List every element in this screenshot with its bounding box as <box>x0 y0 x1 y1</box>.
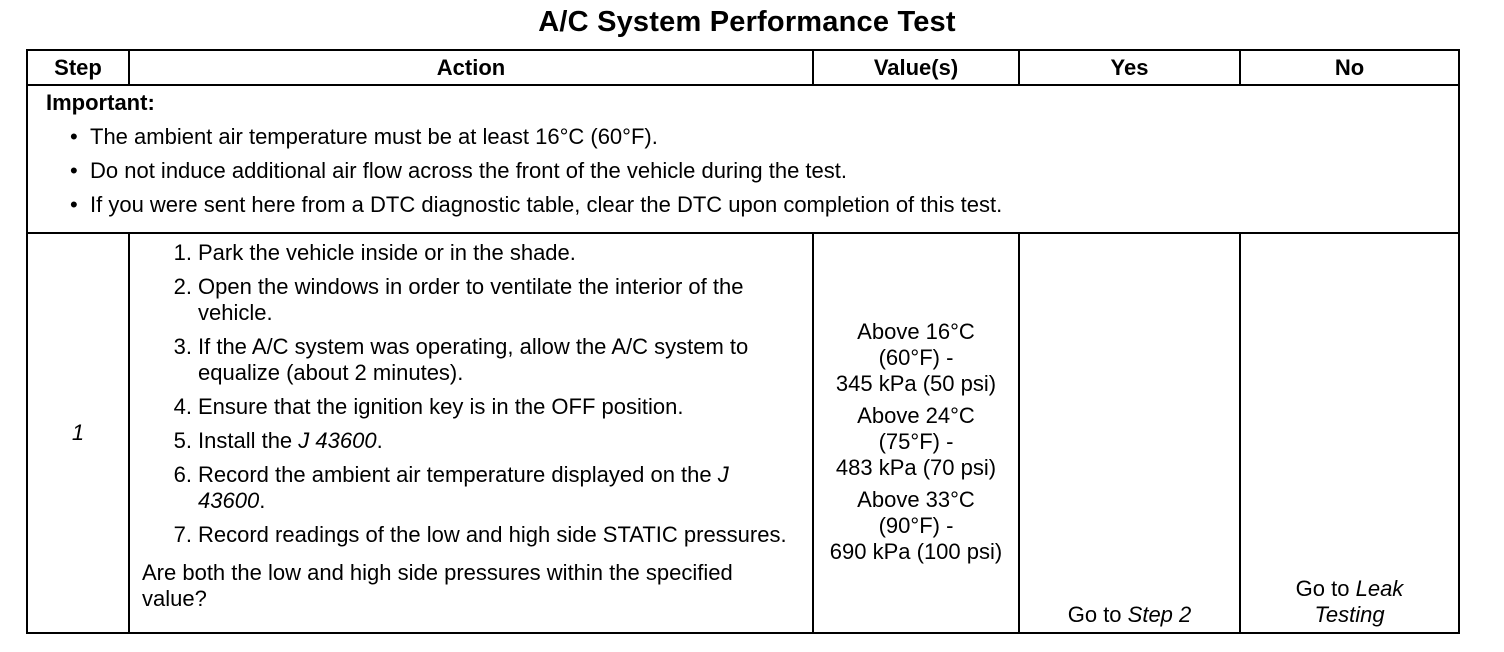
bullet-text: Do not induce additional air flow across the front of the vehicle during the test. <box>90 158 847 183</box>
diagnostic-table <box>26 49 1460 634</box>
step-num: 5. <box>173 428 192 453</box>
list-item <box>68 192 1458 218</box>
no-prefix: Go to <box>1295 576 1356 601</box>
bullet-icon: • <box>70 124 78 149</box>
header-action: Action <box>129 50 813 85</box>
tool-reference[interactable]: J 43600 <box>198 462 729 513</box>
page-title: A/C System Performance Test <box>538 6 956 38</box>
step-text: Park the vehicle inside or in the shade. <box>198 240 576 265</box>
important-list <box>46 124 1458 218</box>
step-num: 4. <box>173 394 192 419</box>
important-row <box>27 85 1459 233</box>
step-text-post: . <box>259 488 266 513</box>
leak-testing-link[interactable]: Leak <box>1355 576 1404 601</box>
value-block <box>814 319 1018 397</box>
step-text: Ensure that the ignition key is in the OFF position. <box>198 394 684 419</box>
bullet-text: If you were sent here from a DTC diagnostic table, clear the DTC upon completion of this test. <box>90 192 1003 217</box>
yes-cell <box>1019 233 1240 633</box>
table-row <box>27 233 1459 633</box>
list-item <box>142 428 802 454</box>
important-cell <box>27 85 1459 233</box>
value-line: (60°F) - <box>878 345 954 370</box>
step-text-post: . <box>376 428 383 453</box>
value-block <box>814 487 1018 565</box>
value-line: 345 kPa (50 psi) <box>835 371 997 396</box>
bullet-text: The ambient air temperature must be at least 16°C (60°F). <box>90 124 658 149</box>
step-text: If the A/C system was operating, allow the A/C system to equalize (about 2 minutes). <box>198 334 749 385</box>
step-number: 1 <box>27 233 129 633</box>
value-line: Above 24°C <box>857 403 975 428</box>
header-yes: Yes <box>1019 50 1240 85</box>
action-steps <box>142 240 802 548</box>
value-block <box>814 403 1018 481</box>
step-text-pre: Record the ambient air temperature displayed on the <box>198 462 718 487</box>
list-item <box>68 158 1458 184</box>
step-num: 2. <box>173 274 192 299</box>
step-text: Record readings of the low and high side STATIC pressures. <box>198 522 787 547</box>
list-item <box>142 274 802 326</box>
question-text: Are both the low and high side pressures within the specified value? <box>142 560 733 611</box>
list-item <box>142 240 802 266</box>
step-num: 7. <box>173 522 192 547</box>
tool-reference[interactable]: J 43600 <box>298 428 377 453</box>
value-line: Above 33°C <box>857 487 975 512</box>
step-text-pre: Install the <box>198 428 299 453</box>
leak-testing-link-line2[interactable]: Testing <box>1314 602 1385 627</box>
yes-prefix: Go to <box>1067 602 1128 627</box>
value-line: Above 16°C <box>857 319 975 344</box>
value-line: 690 kPa (100 psi) <box>829 539 1003 564</box>
step-num: 6. <box>173 462 192 487</box>
header-no: No <box>1240 50 1459 85</box>
list-item <box>142 394 802 420</box>
list-item <box>142 462 802 514</box>
go-to-step-2-link[interactable]: Step 2 <box>1127 602 1192 627</box>
values-cell <box>813 233 1019 633</box>
value-line: (75°F) - <box>878 429 954 454</box>
list-item <box>142 334 802 386</box>
header-values: Value(s) <box>813 50 1019 85</box>
list-item <box>142 522 802 548</box>
header-row <box>27 50 1459 85</box>
value-line: (90°F) - <box>878 513 954 538</box>
bullet-icon: • <box>70 192 78 217</box>
step-num: 3. <box>173 334 192 359</box>
no-cell <box>1240 233 1459 633</box>
bullet-icon: • <box>70 158 78 183</box>
step-text: Open the windows in order to ventilate the interior of the vehicle. <box>198 274 744 325</box>
list-item <box>68 124 1458 150</box>
header-step: Step <box>27 50 129 85</box>
step-num: 1. <box>173 240 192 265</box>
important-label: Important: <box>46 90 155 115</box>
value-line: 483 kPa (70 psi) <box>835 455 997 480</box>
action-cell <box>129 233 813 633</box>
